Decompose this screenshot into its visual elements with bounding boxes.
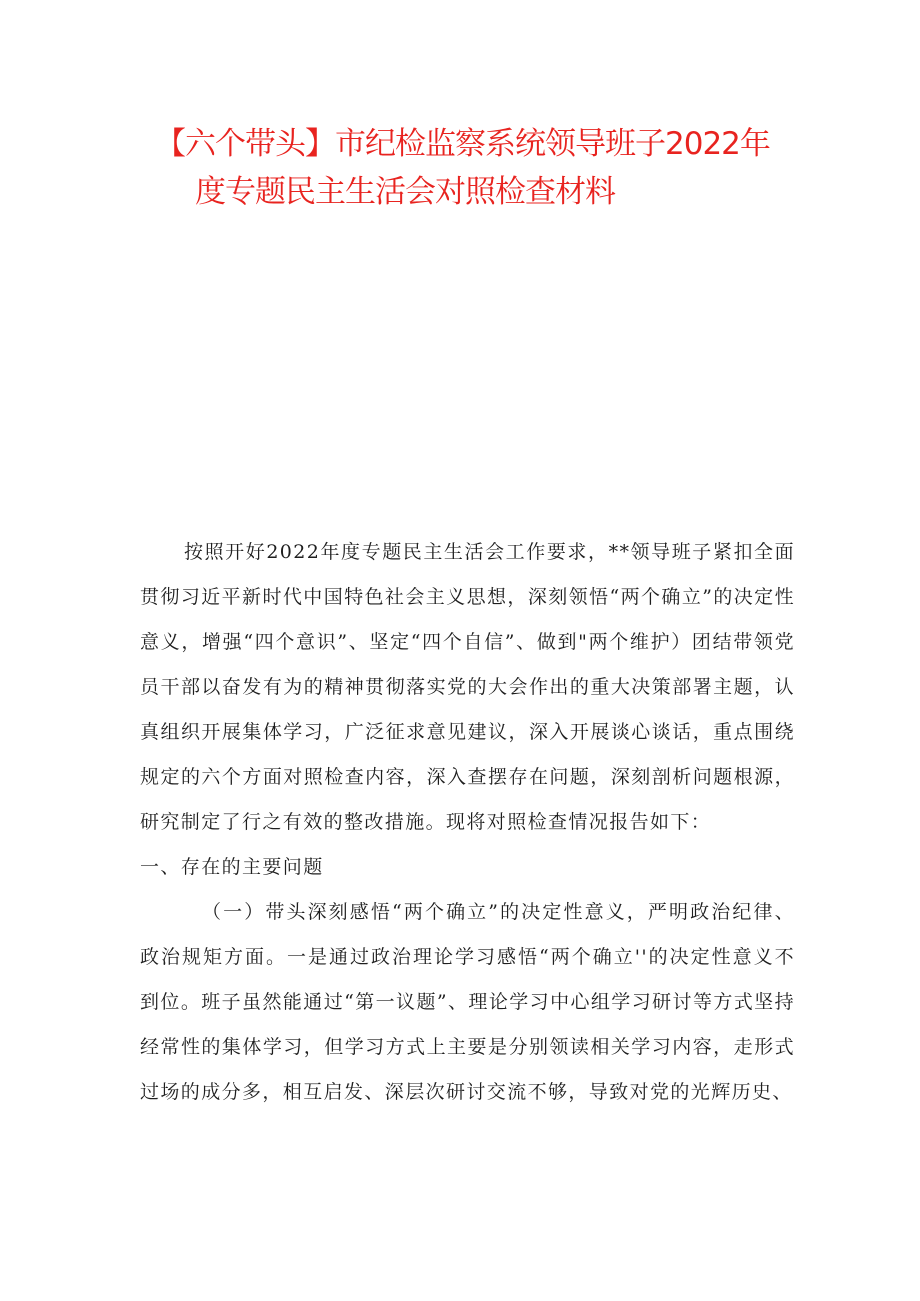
document-body (140, 530, 795, 1115)
subsection-paragraph-1: （一）带头深刻感悟“两个确立”的决定性意义，严明政治纪律、政治规矩方面。一是通过政治理论学习感悟“两个确立''的决定性意义不到位。班子虽然能通过“第一议题”、理论学习中心组学习研讨等方式坚持经常性的集体学习，但学习方式上主要是分别领读相关学习内容，走形式过场的成分多，相互启发、深层次研讨交流不够，导致对党的光辉历史、 (140, 901, 795, 1103)
intro-paragraph: 按照开好2022年度专题民主生活会工作要求，**领导班子紧扣全面贯彻习近平新时代中国特色社会主义思想，深刻领悟“两个确立”的决定性意义，增强“四个意识”、坚定“四个自信”、做到"两个维护）团结带领党员干部以奋发有为的精神贯彻落实党的大会作出的重大决策部署主题，认真组织开展集体学习，广泛征求意见建议，深入开展谈心谈话，重点围绕规定的六个方面对照检查内容，深入查摆存在问题，深刻剖析问题根源，研究制定了行之有效的整改措施。现将对照检查情况报告如下： (140, 541, 795, 833)
document-title (155, 120, 815, 216)
section-heading-main-problems: 一、存在的主要问题 (140, 856, 324, 878)
title-line-1: 【六个带头】市纪检监察系统领导班子2022年 (155, 126, 770, 162)
title-line-2: 度专题民主生活会对照检查材料 (195, 174, 615, 210)
